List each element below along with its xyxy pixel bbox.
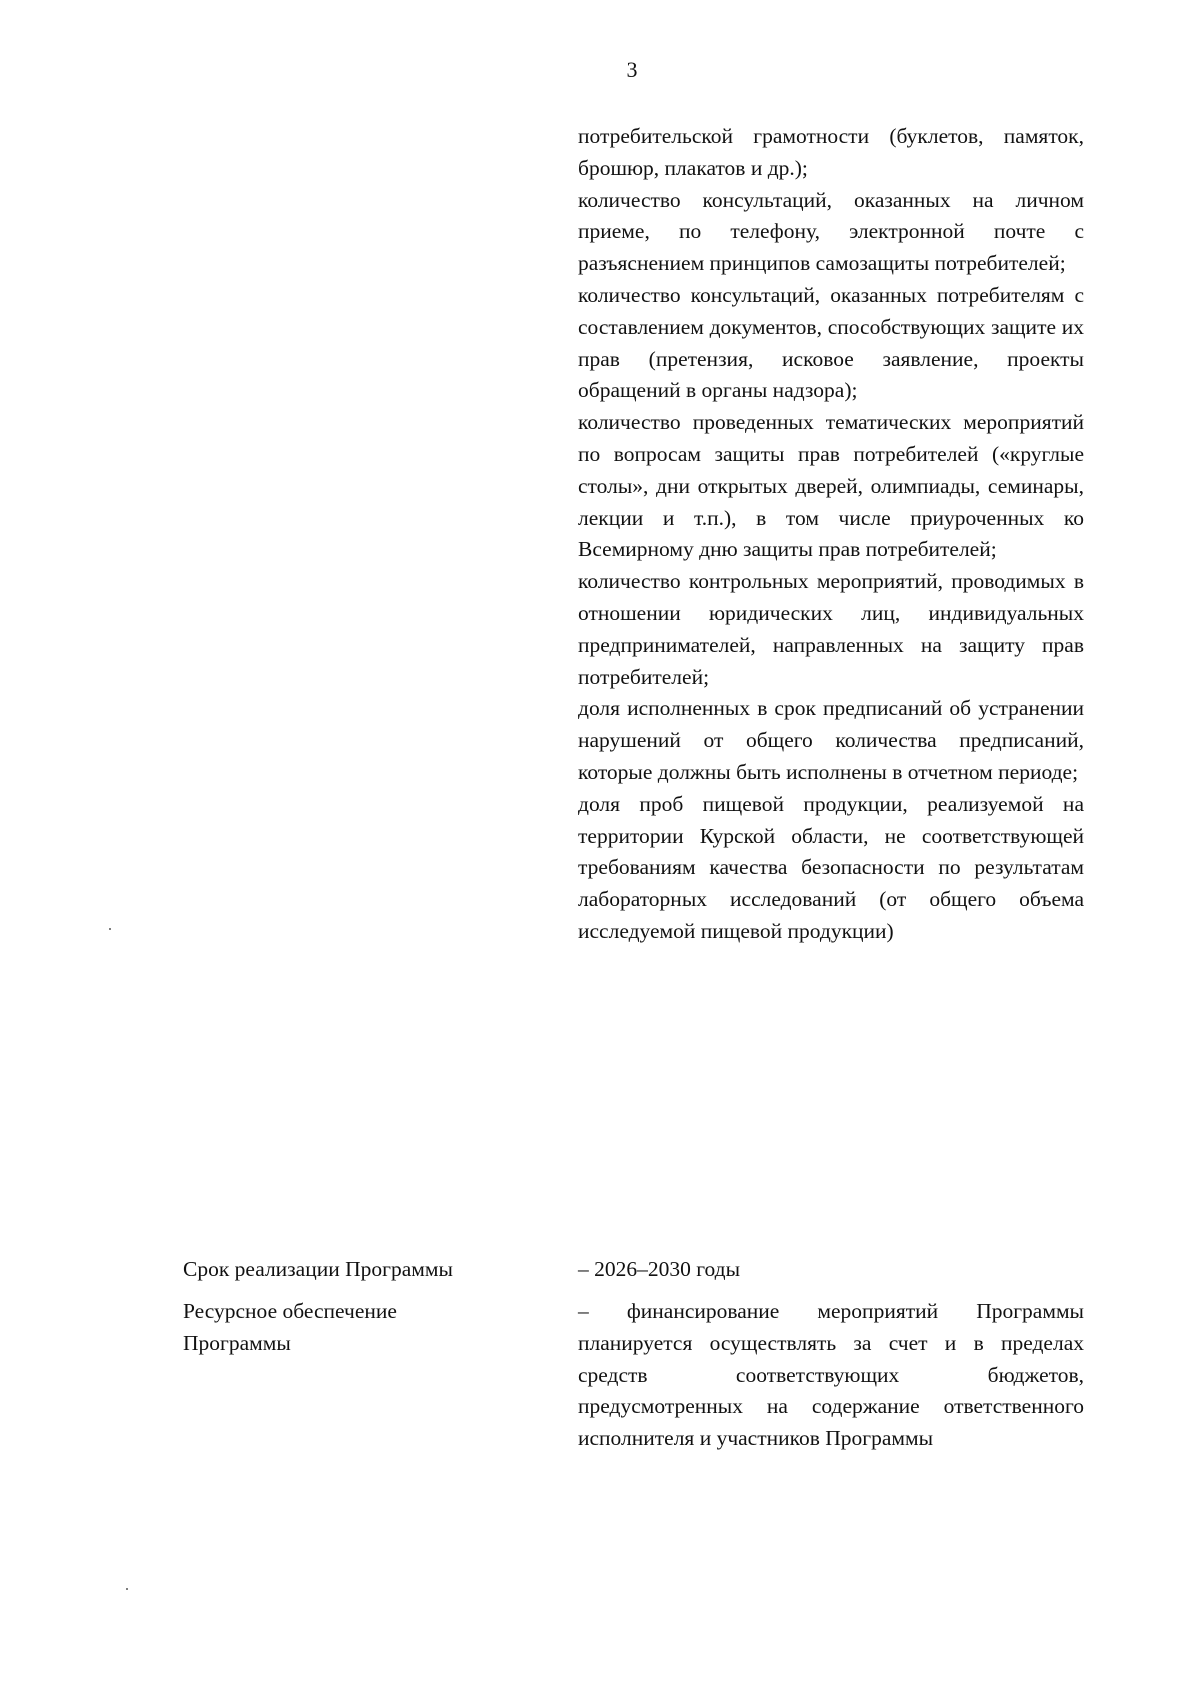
indicator-paragraph: доля исполненных в срок предписаний об устранении нарушений от общего количества предписаний, которые должны быть исполнены в отчетном периоде; <box>578 696 1084 784</box>
indicator-paragraph: количество контрольных мероприятий, проводимых в отношении юридических лиц, индивидуальных предпринимателей, направленных на защиту прав потребителей; <box>578 569 1084 689</box>
indicator-paragraph: количество проведенных тематических мероприятий по вопросам защиты прав потребителей («круглые столы», дни открытых дверей, олимпиады, семинары, лекции и т.п.), в том числе приуроченных ко Всемирному дню защиты прав потребителей; <box>578 410 1084 562</box>
indicator-paragraph: доля проб пищевой продукции, реализуемой на территории Курской области, не соответствующей требованиям качества безопасности по результатам лабораторных исследований (от общего объема исследуемой пищевой продукции) <box>578 791 1084 943</box>
indicators-list <box>578 121 1084 948</box>
term-value: – 2026–2030 годы <box>578 1257 741 1281</box>
scan-speck <box>126 1588 128 1590</box>
scan-speck <box>109 928 111 930</box>
indicator-paragraph: количество консультаций, оказанных на личном приеме, по телефону, электронной почте с разъяснением принципов самозащиты потребителей; <box>578 187 1084 276</box>
page-number: 3 <box>626 57 638 82</box>
resource-label: Ресурсное обеспечение Программы <box>183 1299 397 1355</box>
resource-value: – финансирование мероприятий Программы планируется осуществлять за счет и в пределах средств соответствующих бюджетов, предусмотренных на содержание ответственного исполнителя и участников Программы <box>578 1299 1084 1451</box>
indicator-paragraph: потребительской грамотности (буклетов, памяток, брошюр, плакатов и др.); <box>578 124 1084 180</box>
indicator-paragraph: количество консультаций, оказанных потребителям с составлением документов, способствующих защите их прав (претензия, исковое заявление, проекты обращений в органы надзора); <box>578 282 1084 403</box>
term-label: Срок реализации Программы <box>183 1257 453 1281</box>
